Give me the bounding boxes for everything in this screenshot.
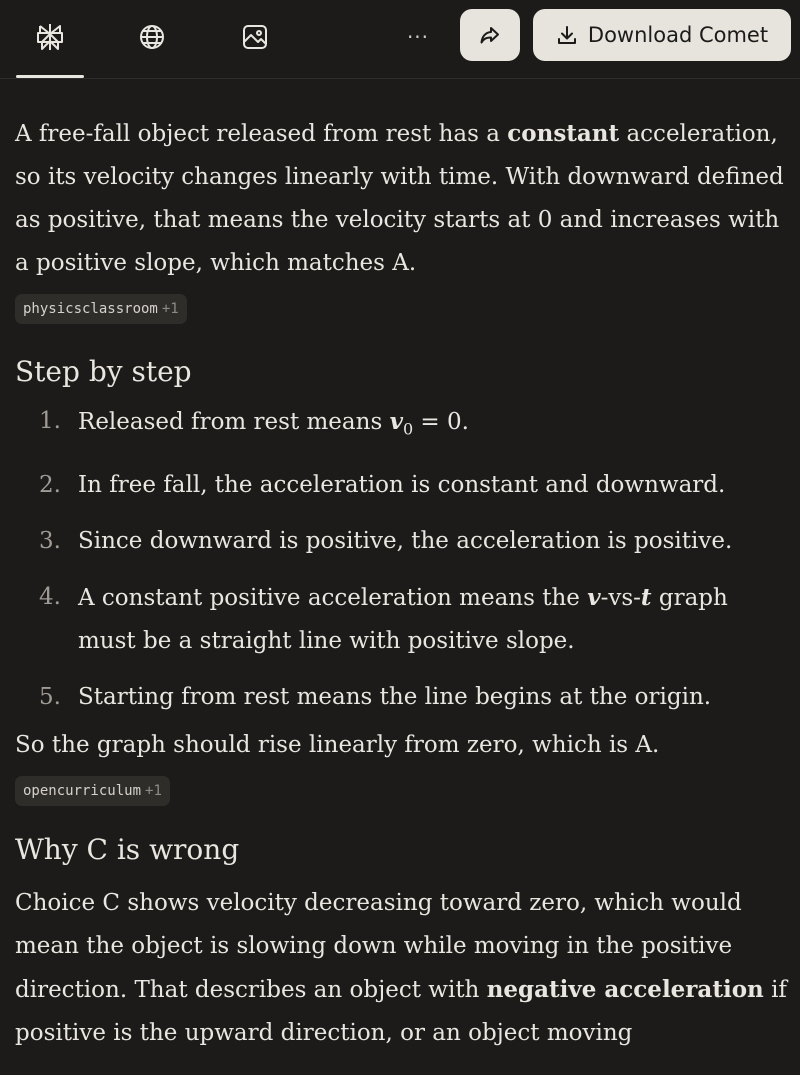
tab-answer[interactable]: [26, 14, 74, 60]
list-item: [15, 400, 788, 451]
list-number: 5.: [39, 683, 61, 710]
citation-chip-opencurriculum[interactable]: [15, 776, 170, 806]
list-item: [15, 676, 788, 719]
list-item: [15, 464, 788, 507]
citation-source: physicsclassroom: [23, 301, 158, 317]
math-subscript: 0: [402, 419, 414, 439]
tab-images[interactable]: [231, 14, 279, 60]
step-text: A constant positive acceleration means the: [78, 584, 588, 611]
step-text: Released from rest means: [78, 409, 390, 435]
conclusion-paragraph: So the graph should rise linearly from zero, which is A.: [15, 731, 660, 758]
intro-text-2: acceleration, so its velocity changes linearly with time. With downward defined as positive, that means the velocity starts at 0 and increases with a positive slope, which matches A.: [15, 121, 784, 276]
why-c-bold: negative acceleration: [486, 975, 764, 1003]
math-variable-v: v: [587, 583, 601, 611]
list-number: 3.: [39, 527, 61, 554]
intro-paragraph: [15, 112, 788, 285]
section-heading-why-c-wrong: Why C is wrong: [15, 832, 240, 866]
steps-list: [15, 400, 788, 719]
math-variable-t: t: [640, 583, 652, 611]
download-icon: [556, 24, 578, 46]
step-text-end: graph must be a straight line with positive slope.: [78, 584, 728, 654]
download-comet-label: Download Comet: [587, 23, 769, 47]
citation-chip-physicsclassroom[interactable]: [15, 294, 187, 324]
citation-extra-count: +1: [161, 301, 179, 317]
perplexity-logo-icon: [35, 22, 65, 52]
intro-text-1: A free-fall object released from rest has a: [15, 121, 508, 147]
list-number: 4.: [39, 583, 61, 610]
citation-extra-count: +1: [145, 782, 162, 799]
citation-source: opencurriculum: [23, 782, 142, 799]
more-options-button[interactable]: ···: [406, 25, 430, 49]
tab-sources[interactable]: [128, 14, 176, 60]
intro-bold: constant: [507, 120, 620, 147]
why-c-text-2: if positive is the upward direction, or an object moving: [15, 976, 787, 1046]
list-item: [15, 520, 788, 563]
step-text: Starting from rest means the line begins at the origin.: [78, 683, 712, 710]
step-text-mid: -vs-: [600, 584, 641, 611]
list-number: 1.: [39, 408, 61, 434]
globe-icon: [138, 23, 166, 51]
image-icon: [241, 23, 269, 51]
step-text: Since downward is positive, the acceleration is positive.: [78, 527, 733, 554]
download-comet-button[interactable]: [533, 9, 791, 61]
top-bar: [0, 0, 800, 79]
section-heading-step-by-step: Step by step: [15, 355, 192, 388]
list-number: 2.: [39, 471, 61, 498]
share-icon: [478, 23, 502, 47]
why-c-paragraph: [15, 882, 788, 1055]
list-item: [15, 576, 788, 663]
step-text-end: .: [461, 409, 469, 435]
step-text: In free fall, the acceleration is constant and downward.: [78, 471, 726, 498]
math-expression: [389, 408, 462, 439]
why-c-text-1: Choice C shows velocity decreasing toward zero, which would mean the object is slowing down while moving in the positive direction. That describes an object with: [15, 889, 742, 1003]
answer-content: [15, 112, 788, 1055]
math-equals-zero: = 0: [413, 409, 462, 435]
share-button[interactable]: [460, 9, 520, 61]
math-variable: v: [389, 408, 403, 435]
